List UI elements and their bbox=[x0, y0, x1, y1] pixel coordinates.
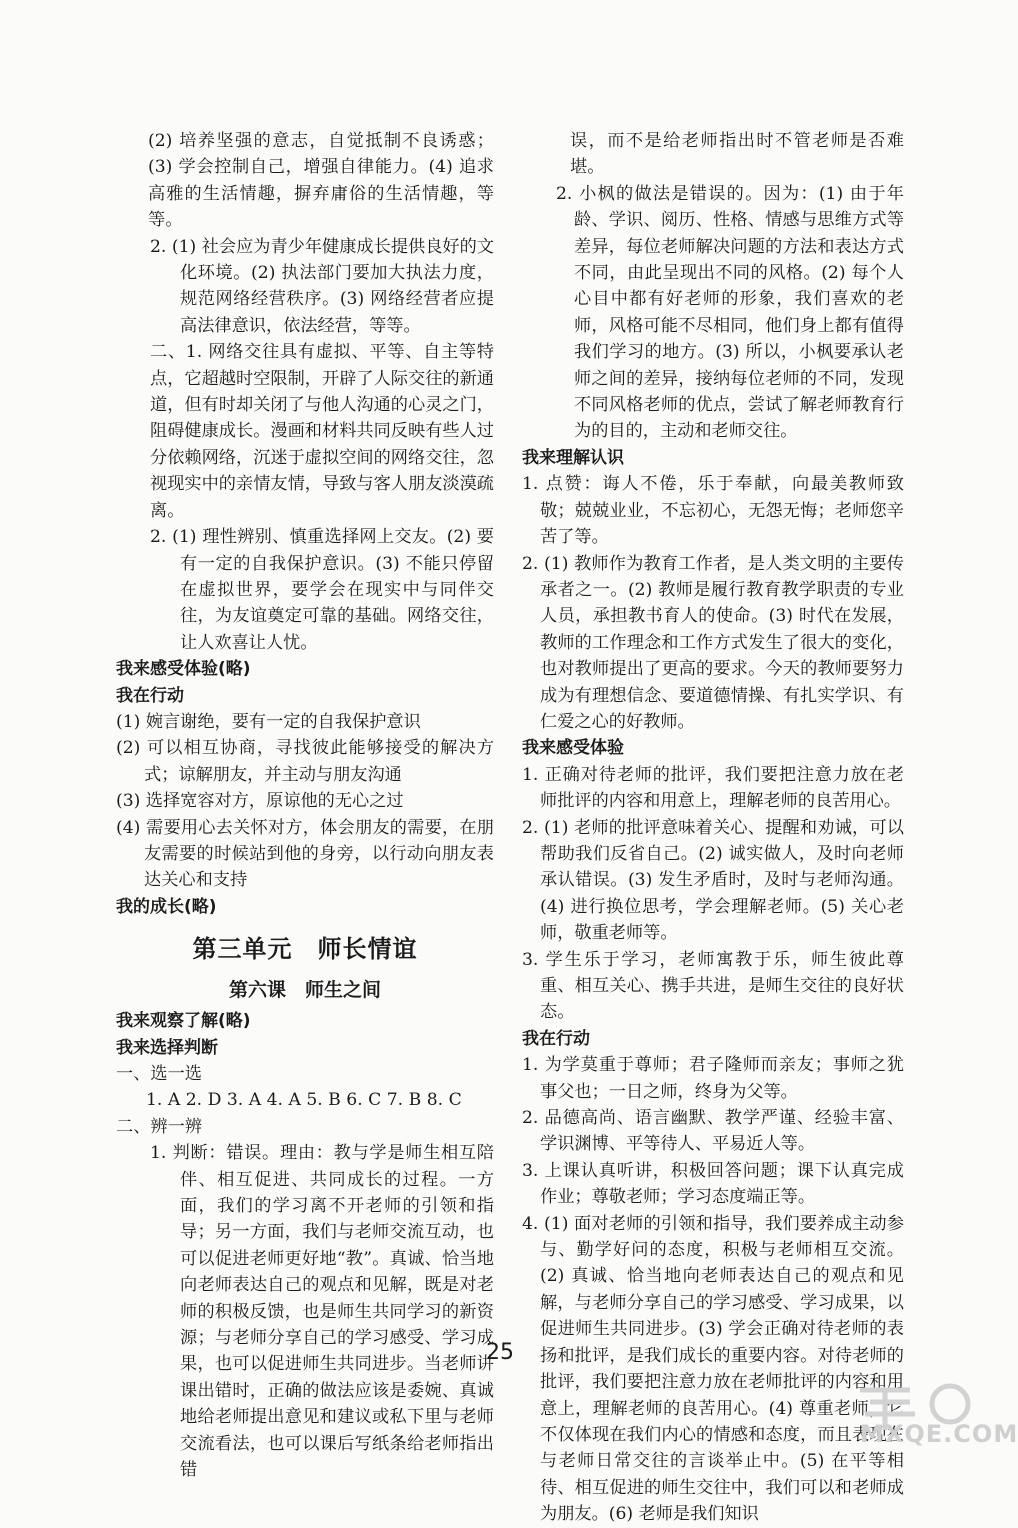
left-column bbox=[116, 128, 494, 1484]
subsection-label: 二、辨一辨 bbox=[116, 1116, 202, 1137]
paragraph: 1. 判断：错误。理由：教与学是师生相互陪伴、相互促进、共同成长的过程。一方面，我们的学习离不开老师的引领和指导；另一方面，我们与老师交流互动，也可以促进老师更好地“教”。真诚、恰当地向老师表达自己的观点和见解，既是对老师的积极反馈，也是师生共同学习的新资源；与老师分享自己的学习感受、学习成果，也可以促进师生共同进步。当老师讲课出错时，正确的做法应该是委婉、真诚地给老师提出意见和建议或私下里与老师交流看法，也可以课后写纸条给老师指出错 bbox=[150, 1143, 494, 1481]
list-item: 1. 正确对待老师的批评，我们要把注意力放在老师批评的内容和用意上，理解老师的良苦用心。 bbox=[522, 764, 904, 812]
list-item: 1. 点赞：诲人不倦，乐于奉献，向最美教师致敬；兢兢业业，不忘初心，无怨无悔；老师您辛苦了等。 bbox=[522, 474, 904, 548]
paragraph: 2. (1) 社会应为青少年健康成长提供良好的文化环境。(2) 执法部门要加大执法力度，规范网络经营秩序。(3) 网络经营者应提高法律意识，依法经营，等等。 bbox=[150, 236, 494, 336]
section-heading: 我来观察了解(略) bbox=[116, 1011, 251, 1032]
section-heading: 我来选择判断 bbox=[116, 1037, 218, 1058]
paragraph: (2) 培养坚强的意志，自觉抵制不良诱惑；(3) 学会控制自己，增强自律能力。(4) 追求高雅的生活情趣，摒弃庸俗的生活情趣，等等。 bbox=[148, 131, 494, 231]
list-item: (4) 需要用心去关怀对方，体会朋友的需要，在朋友需要的时候站到他的身旁，以行动向朋友表达关心和支持 bbox=[116, 817, 494, 891]
section-heading: 我来感受体验 bbox=[522, 738, 624, 759]
list-item: (2) 可以相互协商，寻找彼此能够接受的解决方式；谅解朋友，并主动与朋友沟通 bbox=[116, 738, 494, 785]
list-item: 4. (1) 面对老师的引领和指导，我们要养成主动参与、勤学好问的态度，积极与老师相互交流。(2) 真诚、恰当地向老师表达自己的观点和见解，与老师分享自己的学习感受、学习成果，以促进师生共同进步。(3) 学会正确对待老师的表扬和批评，是我们成长的重要内容。对待老师的批评，我们要把注意力放在老师批评的内容和用意上，理解老师的良苦用心。(4) 尊重老师，它不仅体现在我们内心的情感和态度，而且表现在与老师日常交往的言谈举止中。(5) 在平等相待、相互促进的师生交往中，我们可以和老师成为朋友。(6) 老师是我们知识 bbox=[522, 1213, 904, 1525]
section-heading: 我在行动 bbox=[522, 1028, 590, 1049]
list-item: 2. (1) 教师作为教育工作者，是人类文明的主要传承者之一。(2) 教师是履行教育教学职责的专业人员，承担教书育人的使命。(3) 时代在发展，教师的工作理念和工作方式发生了很大的变化，也对教师提出了更高的要求。今天的教师要努力成为有理想信念、要道德情操、有扎实学识、有仁爱之心的好教师。 bbox=[522, 553, 904, 732]
page-number: 25 bbox=[486, 1340, 514, 1365]
paragraph: 2. 小枫的做法是错误的。因为：(1) 由于年龄、学识、阅历、性格、情感与思维方式等差异，每位老师解决问题的方法和表达方式不同，由此呈现出不同的风格。(2) 每个人心目中都有好老师的形象，我们喜欢的老师，风格可能不尽相同，他们身上都有值得我们学习的地方。(3) 所以，小枫要承认老师之间的差异，接纳每位老师的不同，发现不同风格老师的优点，尝试了解老师教育行为的目的，主动和老师交往。 bbox=[556, 183, 904, 442]
watermark-text: MXQE.COM bbox=[860, 1420, 1018, 1448]
lesson-title: 第六课 师生之间 bbox=[228, 979, 381, 1002]
list-item: (3) 选择宽容对方，原谅他的无心之过 bbox=[116, 791, 404, 812]
section-heading: 我来感受体验(略) bbox=[116, 659, 251, 680]
list-item: 3. 学生乐于学习，老师寓教于乐，师生彼此尊重、相互关心、携手共进，是师生交往的良好状态。 bbox=[522, 949, 904, 1023]
list-item: 3. 上课认真听讲，积极回答问题；课下认真完成作业；尊敬老师；学习态度端正等。 bbox=[522, 1160, 904, 1208]
list-item: 2. (1) 老师的批评意味着关心、提醒和劝诫，可以帮助我们反省自己。(2) 诚实做人，及时向老师承认错误。(3) 发生矛盾时，及时与老师沟通。(4) 进行换位思考，学会理解老师。(5) 关心老师，敬重老师等。 bbox=[522, 817, 904, 944]
section-heading: 我来理解认识 bbox=[522, 447, 624, 468]
section-heading: 我在行动 bbox=[116, 685, 184, 706]
unit-title: 第三单元 师长情谊 bbox=[192, 935, 418, 964]
paragraph: 二、1. 网络交往具有虚拟、平等、自主等特点，它超越时空限制，开辟了人际交往的新通道，但有时却关闭了与他人沟通的心灵之门，阻碍健康成长。漫画和材料共同反映有些人过分依赖网络，沉迷于虚拟空间的网络交往，忽视现实中的亲情友情，导致与客人朋友淡漠疏离。 bbox=[150, 342, 494, 521]
section-heading: 我的成长(略) bbox=[116, 896, 217, 917]
list-item: 1. 为学莫重于尊师；君子隆师而亲友；事师之犹事父也；一日之师，终身为父等。 bbox=[522, 1055, 904, 1102]
subsection-label: 一、选一选 bbox=[116, 1064, 202, 1084]
paragraph: 误，而不是给老师指出时不管老师是否难堪。 bbox=[570, 131, 904, 178]
answer-list: 1. A 2. D 3. A 4. A 5. B 6. C 7. B 8. C bbox=[146, 1090, 462, 1111]
paragraph: 2. (1) 理性辨别、慎重选择网上交友。(2) 要有一定的自我保护意识。(3) 不能只停留在虚拟世界，要学会在现实中与同伴交往，为友谊奠定可靠的基础。网络交往，让人欢喜让人忧。 bbox=[150, 527, 494, 653]
right-column bbox=[522, 128, 904, 1528]
list-item: 2. 品德高尚、语言幽默、教学严谨、经验丰富、学识渊博、平等待人、平易近人等。 bbox=[522, 1108, 904, 1155]
list-item: (1) 婉言谢绝，要有一定的自我保护意识 bbox=[116, 711, 421, 732]
